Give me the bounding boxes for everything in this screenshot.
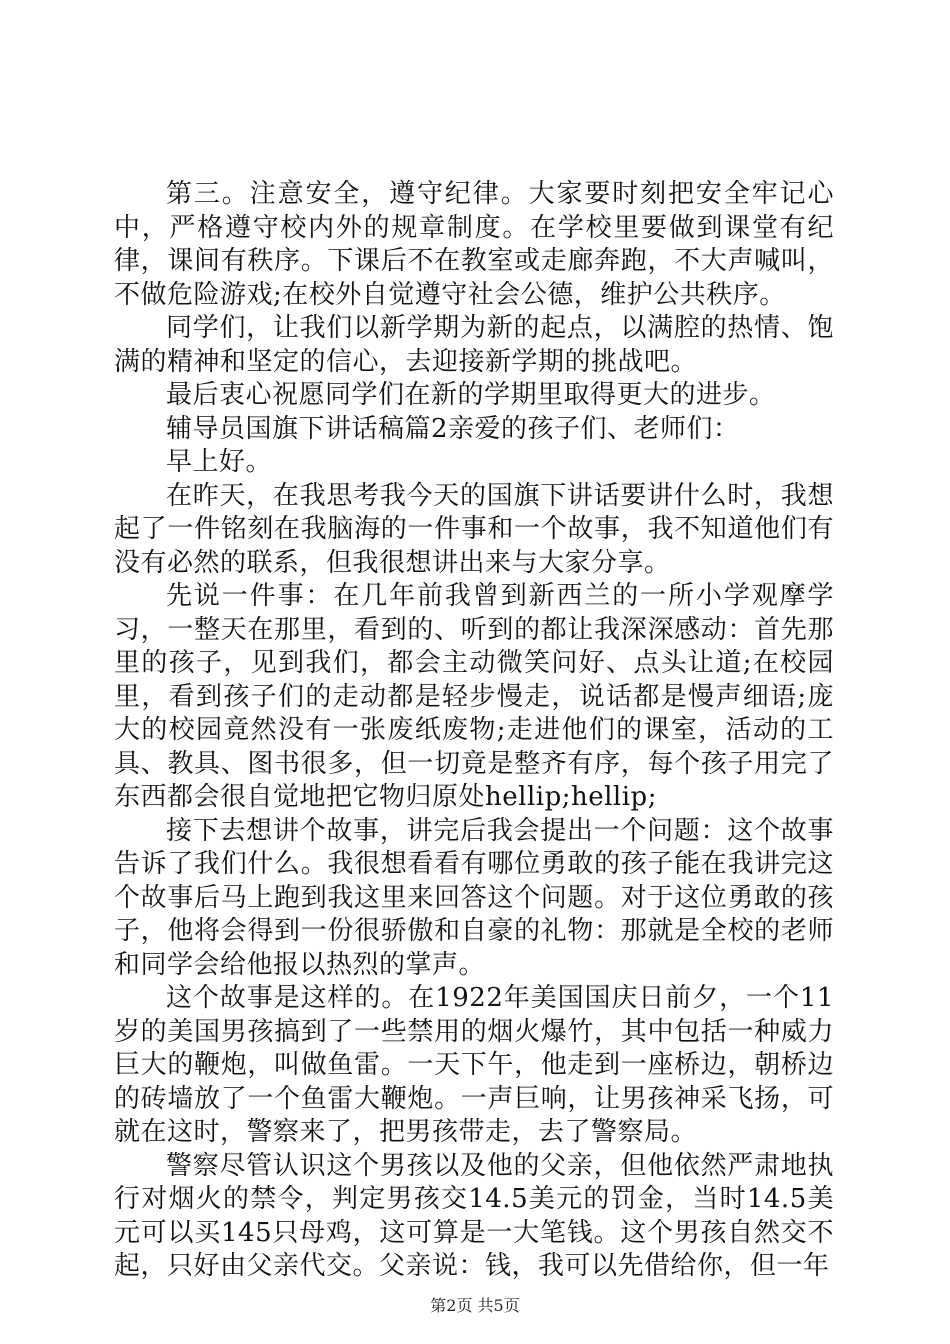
paragraph-final-wishes: 最后衷心祝愿同学们在新的学期里取得更大的进步。: [166, 380, 776, 410]
paragraph-police-fine: 警察尽管认识这个男孩以及他的父亲，但他依然严肃地执行对烟火的禁令，判定男孩交14.5美元的罚金，当时14.5美元可以买145只母鸡，这可算是一大笔钱。这个男孩自然交不起，只好由父亲代交。父亲说：钱，我可以先借给你，但一年: [114, 1150, 834, 1281]
document-body: [114, 178, 834, 1284]
paragraph-safety-discipline: 第三。注意安全，遵守纪律。大家要时刻把安全牢记心中，严格遵守校内外的规章制度。在学校里要做到课堂有纪律，课间有秩序。下课后不在教室或走廊奔跑，不大声喊叫，不做危险游戏;在校外自觉遵守社会公德，维护公共秩序。: [114, 179, 834, 310]
paragraph-story-intro: 接下去想讲个故事，讲完后我会提出一个问题：这个故事告诉了我们什么。我很想看看有哪位勇敢的孩子能在我讲完这个故事后马上跑到我这里来回答这个问题。对于这位勇敢的孩子，他将会得到一份很骄傲和自豪的礼物：那就是全校的老师和同学会给他报以热烈的掌声。: [114, 815, 834, 980]
paragraph-speech-2-heading: 辅导员国旗下讲话稿篇2亲爱的孩子们、老师们：: [166, 413, 740, 444]
paragraph-greeting: 早上好。: [166, 447, 273, 477]
paragraph-new-zealand-visit: 先说一件事：在几年前我曾到新西兰的一所小学观摩学习，一整天在那里，看到的、听到的都让我深深感动：首先那里的孩子，见到我们，都会主动微笑问好、点头让道;在校园里，看到孩子们的走动都是轻步慢走，说话都是慢声细语;庞大的校园竟然没有一张废纸废物;走进他们的课室，活动的工具、教具、图书很多，但一切竟是整齐有序，每个孩子用完了东西都会很自觉地把它物归原处hellip;hellip;: [114, 581, 834, 812]
paragraph-yesterday: 在昨天，在我思考我今天的国旗下讲话要讲什么时，我想起了一件铭刻在我脑海的一件事和一个故事，我不知道他们有没有必然的联系，但我很想讲出来与大家分享。: [114, 480, 834, 578]
paragraph-new-semester-call: 同学们，让我们以新学期为新的起点，以满腔的热情、饱满的精神和坚定的信心，去迎接新学期的挑战吧。: [114, 313, 834, 377]
page-number-footer: 第2页 共5页: [430, 1296, 520, 1315]
paragraph-story-1922: 这个故事是这样的。在1922年美国国庆日前夕，一个11岁的美国男孩搞到了一些禁用的烟火爆竹，其中包括一种威力巨大的鞭炮，叫做鱼雷。一天下午，他走到一座桥边，朝桥边的砖墙放了一个鱼雷大鞭炮。一声巨响，让男孩神采飞扬，可就在这时，警察来了，把男孩带走，去了警察局。: [114, 983, 834, 1147]
